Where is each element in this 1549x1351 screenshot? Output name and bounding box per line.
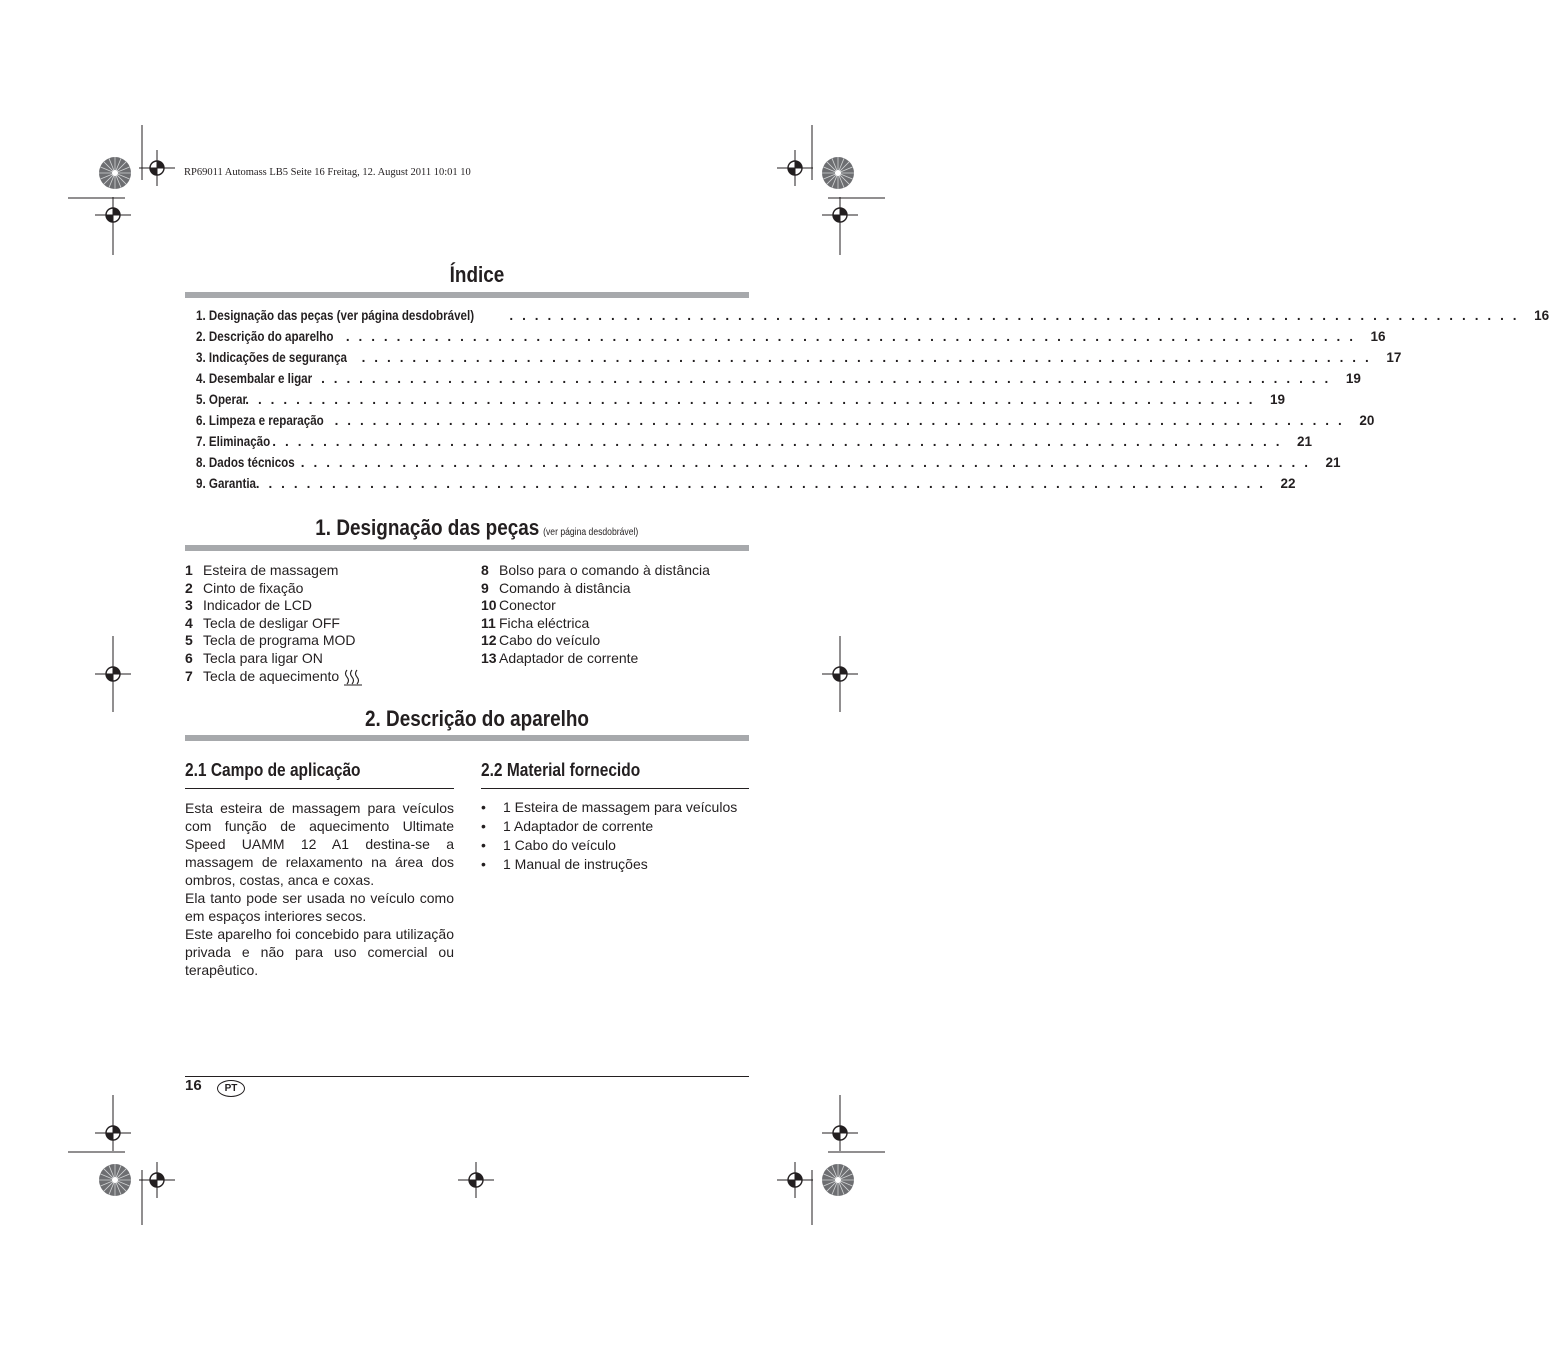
toc-leader-dots: . . . . . . . . . . . . . . . . . . . . . . . . . . . . . . . . . . . . . . . . . . . . . . . . . . . . . . . . . . . . . . . . . . . . . . . . . . . . . . . . — [321, 371, 1331, 386]
application-field-title: 2.1 Campo de aplicação — [185, 760, 361, 780]
heat-waves-icon — [343, 668, 363, 686]
footer-rule — [185, 1076, 749, 1077]
toc-entry — [196, 308, 1549, 329]
part-item — [481, 580, 710, 598]
list-item — [481, 836, 737, 855]
part-item — [481, 615, 710, 633]
toc-entry-page: 20 — [1359, 413, 1375, 428]
toc-entry-page: 17 — [1386, 350, 1402, 365]
bullet-icon: • — [481, 837, 486, 853]
parts-title: 1. Designação das peças — [315, 515, 540, 540]
bullet-icon: • — [481, 799, 486, 815]
toc-entry — [196, 434, 1313, 455]
part-label: Conector — [499, 597, 556, 614]
part-item — [481, 632, 710, 650]
application-field-rule — [185, 788, 454, 789]
toc-entry-page: 16 — [1370, 329, 1386, 344]
part-item — [185, 615, 363, 633]
part-item — [481, 650, 710, 668]
toc-entry-page: 22 — [1280, 476, 1296, 491]
part-label: Tecla de aquecimento — [203, 667, 340, 684]
list-item — [481, 855, 737, 874]
toc-entry — [196, 455, 1341, 476]
part-number: 8 — [481, 562, 489, 578]
part-item — [185, 597, 363, 615]
list-item-text: 1 Adaptador de corrente — [503, 818, 654, 834]
part-number: 2 — [185, 579, 193, 596]
bullet-icon: • — [481, 818, 486, 834]
print-header-line: RP69011 Automass LB5 Seite 16 Freitag, 12. August 2011 10:01 10 — [184, 167, 471, 178]
toc-leader-dots: . . . . . . . . . . . . . . . . . . . . . . . . . . . . . . . . . . . . . . . . . . . . . . . . . . . . . . . . . . . . . . . . . . . . . . . . . . . . . . . . — [272, 434, 1283, 449]
parts-list-left — [185, 562, 363, 686]
toc-entry — [196, 329, 1386, 350]
part-number: 9 — [481, 579, 489, 596]
table-of-contents — [196, 308, 1549, 497]
supplied-material-list — [481, 798, 737, 874]
part-label: Cinto de fixação — [203, 579, 304, 596]
toc-entry — [196, 392, 1286, 413]
toc-leader-dots: . . . . . . . . . . . . . . . . . . . . . . . . . . . . . . . . . . . . . . . . . . . . . . . . . . . . . . . . . . . . . . . . . . . . . . . . . . . . . . . . — [245, 392, 1256, 407]
part-item — [185, 632, 363, 650]
part-label: Cabo do veículo — [499, 632, 601, 649]
toc-entry-label: 1. Designação das peças (ver página desdobrável) — [196, 308, 475, 323]
part-label: Bolso para o comando à distância — [499, 562, 710, 578]
part-label: Tecla para ligar ON — [203, 649, 323, 666]
toc-entry-page: 21 — [1325, 455, 1341, 470]
part-label: Adaptador de corrente — [499, 649, 639, 666]
toc-entry-page: 16 — [1534, 308, 1549, 323]
toc-entry — [196, 350, 1402, 371]
part-label: Tecla de desligar OFF — [203, 614, 340, 631]
toc-entry-label: 9. Garantia — [196, 476, 257, 491]
toc-entry-label: 6. Limpeza e reparação — [196, 413, 324, 428]
toc-entry-page: 21 — [1297, 434, 1313, 449]
list-item-text: 1 Manual de instruções — [503, 856, 648, 872]
parts-divider — [185, 545, 749, 551]
part-label: Esteira de massagem — [203, 562, 339, 578]
toc-entry-page: 19 — [1270, 392, 1286, 407]
description-title: 2. Descrição do aparelho — [365, 706, 589, 731]
part-item — [481, 562, 710, 580]
part-label: Ficha eléctrica — [499, 614, 590, 631]
toc-entry — [196, 371, 1361, 392]
toc-leader-dots: . . . . . . . . . . . . . . . . . . . . . . . . . . . . . . . . . . . . . . . . . . . . . . . . . . . . . . . . . . . . . . . . . . . . . . . . . . . . . . . . — [509, 308, 1520, 323]
part-number: 10 — [481, 597, 497, 614]
part-number: 11 — [481, 614, 496, 631]
part-number: 6 — [185, 649, 193, 666]
toc-entry-label: 3. Indicações de segurança — [196, 350, 348, 365]
toc-entry-label: 5. Operar — [196, 392, 247, 407]
list-item — [481, 817, 737, 836]
part-item — [185, 668, 363, 686]
application-paragraph: Esta esteira de massagem para veículos com função de aquecimento Ultimate Speed UAMM 12 A1 destina-se a massagem de relaxamento na área dos ombros, costas, anca e coxas. — [185, 800, 454, 888]
toc-leader-dots: . . . . . . . . . . . . . . . . . . . . . . . . . . . . . . . . . . . . . . . . . . . . . . . . . . . . . . . . . . . . . . . . . . . . . . . . . . . . . . . . — [334, 413, 1345, 428]
part-item — [481, 597, 710, 615]
toc-entry-label: 7. Eliminação — [196, 434, 271, 449]
bullet-icon: • — [481, 856, 486, 872]
application-paragraph: Este aparelho foi concebido para utilização privada e não para uso comercial ou terapêutico. — [185, 926, 454, 978]
description-divider — [185, 735, 749, 741]
part-number: 3 — [185, 597, 193, 614]
list-item-text: 1 Esteira de massagem para veículos — [503, 799, 738, 815]
toc-entry-page: 19 — [1345, 371, 1361, 386]
part-label: Tecla de programa MOD — [203, 632, 356, 649]
part-number: 4 — [185, 614, 193, 631]
toc-entry-label: 8. Dados técnicos — [196, 455, 295, 470]
toc-leader-dots: . . . . . . . . . . . . . . . . . . . . . . . . . . . . . . . . . . . . . . . . . . . . . . . . . . . . . . . . . . . . . . . . . . . . . . . . . . . . . . . . — [300, 455, 1311, 470]
toc-entry-label: 2. Descrição do aparelho — [196, 329, 334, 344]
part-item — [185, 650, 363, 668]
list-item — [481, 798, 737, 817]
supplied-material-title: 2.2 Material fornecido — [481, 760, 641, 780]
language-badge: PT — [217, 1080, 245, 1097]
toc-entry-label: 4. Desembalar e ligar — [196, 371, 313, 386]
list-item-text: 1 Cabo do veículo — [503, 837, 616, 853]
part-item — [185, 562, 363, 580]
part-item — [185, 580, 363, 598]
supplied-material-rule — [481, 788, 749, 789]
part-number: 13 — [481, 649, 497, 666]
index-title: Índice — [449, 262, 505, 287]
parts-section-title — [0, 515, 954, 541]
part-label: Indicador de LCD — [203, 597, 312, 614]
index-divider — [185, 292, 749, 298]
toc-entry — [196, 413, 1375, 434]
parts-list-right — [481, 562, 710, 668]
part-number: 12 — [481, 632, 497, 649]
part-number: 5 — [185, 632, 193, 649]
toc-leader-dots: . . . . . . . . . . . . . . . . . . . . . . . . . . . . . . . . . . . . . . . . . . . . . . . . . . . . . . . . . . . . . . . . . . . . . . . . . . . . . . . . — [361, 350, 1372, 365]
application-field-text — [185, 799, 454, 979]
part-number: 7 — [185, 667, 193, 684]
part-number: 1 — [185, 562, 193, 578]
toc-entry — [196, 476, 1296, 497]
page-number: 16 — [185, 1077, 202, 1094]
toc-leader-dots: . . . . . . . . . . . . . . . . . . . . . . . . . . . . . . . . . . . . . . . . . . . . . . . . . . . . . . . . . . . . . . . . . . . . . . . . . . . . . . . . — [345, 329, 1356, 344]
toc-leader-dots: . . . . . . . . . . . . . . . . . . . . . . . . . . . . . . . . . . . . . . . . . . . . . . . . . . . . . . . . . . . . . . . . . . . . . . . . . . . . . . . . — [255, 476, 1266, 491]
part-label: Comando à distância — [499, 579, 631, 596]
application-paragraph: Ela tanto pode ser usada no veículo como em espaços interiores secos. — [185, 890, 454, 924]
parts-title-note: (ver página desdobrável) — [543, 527, 639, 538]
